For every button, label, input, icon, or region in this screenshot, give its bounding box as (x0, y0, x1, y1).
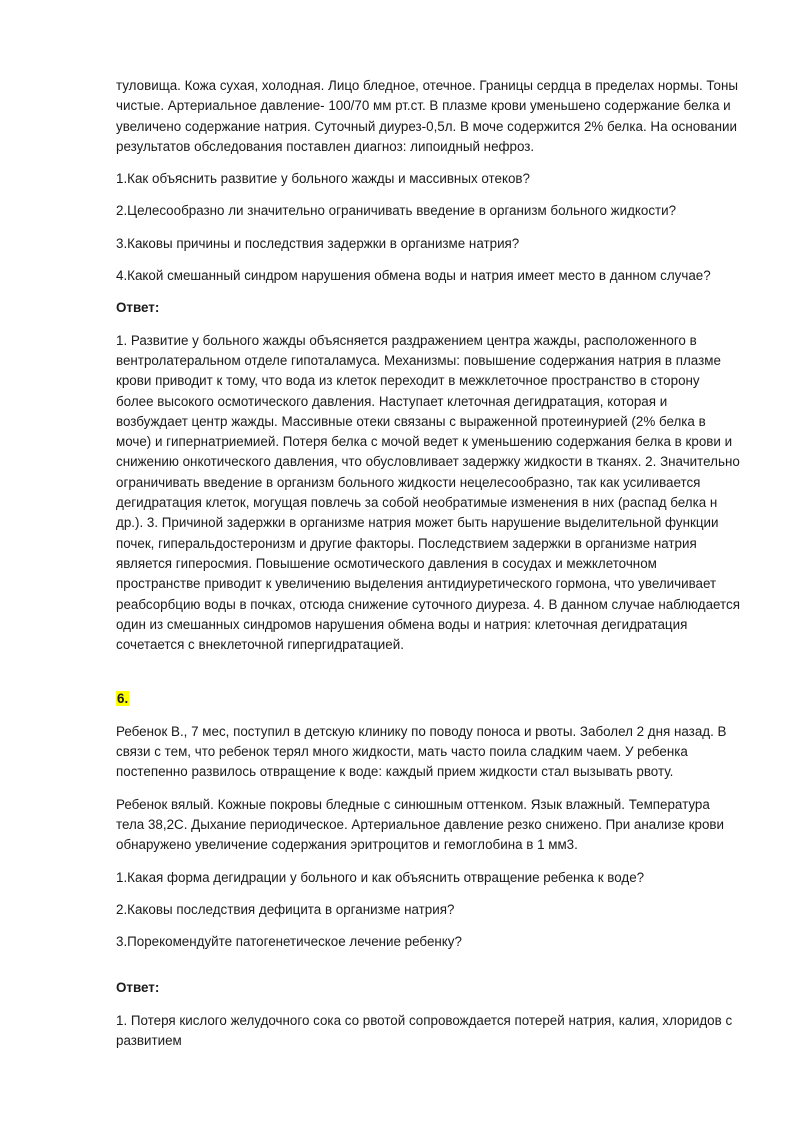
task5-question-4: 4.Какой смешанный синдром нарушения обмена воды и натрия имеет место в данном случае? (116, 268, 711, 284)
task6-case-paragraph-2: Ребенок вялый. Кожные покровы бледные с синюшным оттенком. Язык влажный. Температура тела 38,2С. Дыхание периодическое. Артериальное давление резко снижено. При анализе крови обнаружено увеличение содержания эритроцитов и гемоглобина в 1 мм3. (116, 796, 724, 853)
task5-question-2: 2.Целесообразно ли значительно ограничивать введение в организм больного жидкости? (116, 203, 677, 219)
task6-number-highlight: 6. (117, 691, 129, 707)
task6-answer-text: 1. Потеря кислого желудочного сока со рвотой сопровождается потерей натрия, калия, хлоридов с развитием (116, 1012, 733, 1048)
task6-question-3: 3.Порекомендуйте патогенетическое лечение ребенку? (116, 934, 462, 950)
task5-question-3: 3.Каковы причины и последствия задержки в организме натрия? (116, 235, 520, 251)
task6-answer-label: Ответ: (116, 980, 160, 996)
answer-gap (116, 964, 740, 978)
task6-question-2: 2.Каковы последствия дефицита в организме натрия? (116, 901, 455, 917)
intro-paragraph: туловища. Кожа сухая, холодная. Лицо бледное, отечное. Границы сердца в пределах нормы. Тоны чистые. Артериальное давление- 100/70 мм рт.ст. В плазме крови уменьшено содержание белка и увеличено содержание натрия. Суточный диурез-0,5л. В моче содержится 2% белка. На основании результатов обследования поставлен диагноз: липоидный нефроз. (116, 78, 738, 154)
task6-heading (116, 689, 740, 709)
task6-case-paragraph-1: Ребенок В., 7 мес, поступил в детскую клинику по поводу поноса и рвоты. Заболел 2 дня назад. В связи с тем, что ребенок терял много жидкости, мать часто поила сладким чаем. У ребенка постепенно развилось отвращение к воде: каждый прием жидкости стал вызывать рвоту. (116, 723, 727, 780)
task5-answer-text: 1. Развитие у больного жажды объясняется раздражением центра жажды, расположенного в вентролатеральном отделе гипоталамуса. Механизмы: повышение содержания натрия в плазме крови приводит к тому, что вода из клеток переходит в межклеточное пространство в сторону более высокого осмотического давления. Наступает клеточная дегидратация, которая и возбуждает центр жажды. Массивные отеки связаны с выраженной протеинурией (2% белка в моче) и гипернатриемией. Потеря белка с мочой ведет к уменьшению содержания белка в крови и снижению онкотического давления, что обусловливает задержку жидкости в тканях. 2. Значительно ограничивать введение в организм больного жидкости нецелесообразно, так как усиливается дегидратация клеток, могущая повлечь за собой необратимые изменения в них (распад белка н др.). 3. Причиной задержки в организме натрия может быть нарушение выделительной функции почек, гиперальдостеронизм и другие факторы. Последствием задержки в организме натрия является гиперосмия. Повышение осмотического давления в сосудах и межклеточном пространстве приводит к увеличению выделения антидиуретического гормона, что увеличивает реабсорбцию воды в почках, отсюда снижение суточного диуреза. 4. В данном случае наблюдается один из смешанных синдромов нарушения обмена воды и натрия: клеточная дегидратация сочетается с внеклеточной гипергидратацией. (116, 332, 740, 653)
section-gap (116, 667, 740, 689)
task5-answer-label: Ответ: (116, 300, 160, 316)
task6-question-1: 1.Какая форма дегидрации у больного и как объяснить отвращение ребенка к воде? (116, 869, 645, 885)
task5-question-1: 1.Как объяснить развитие у больного жажды и массивных отеков? (116, 171, 530, 187)
